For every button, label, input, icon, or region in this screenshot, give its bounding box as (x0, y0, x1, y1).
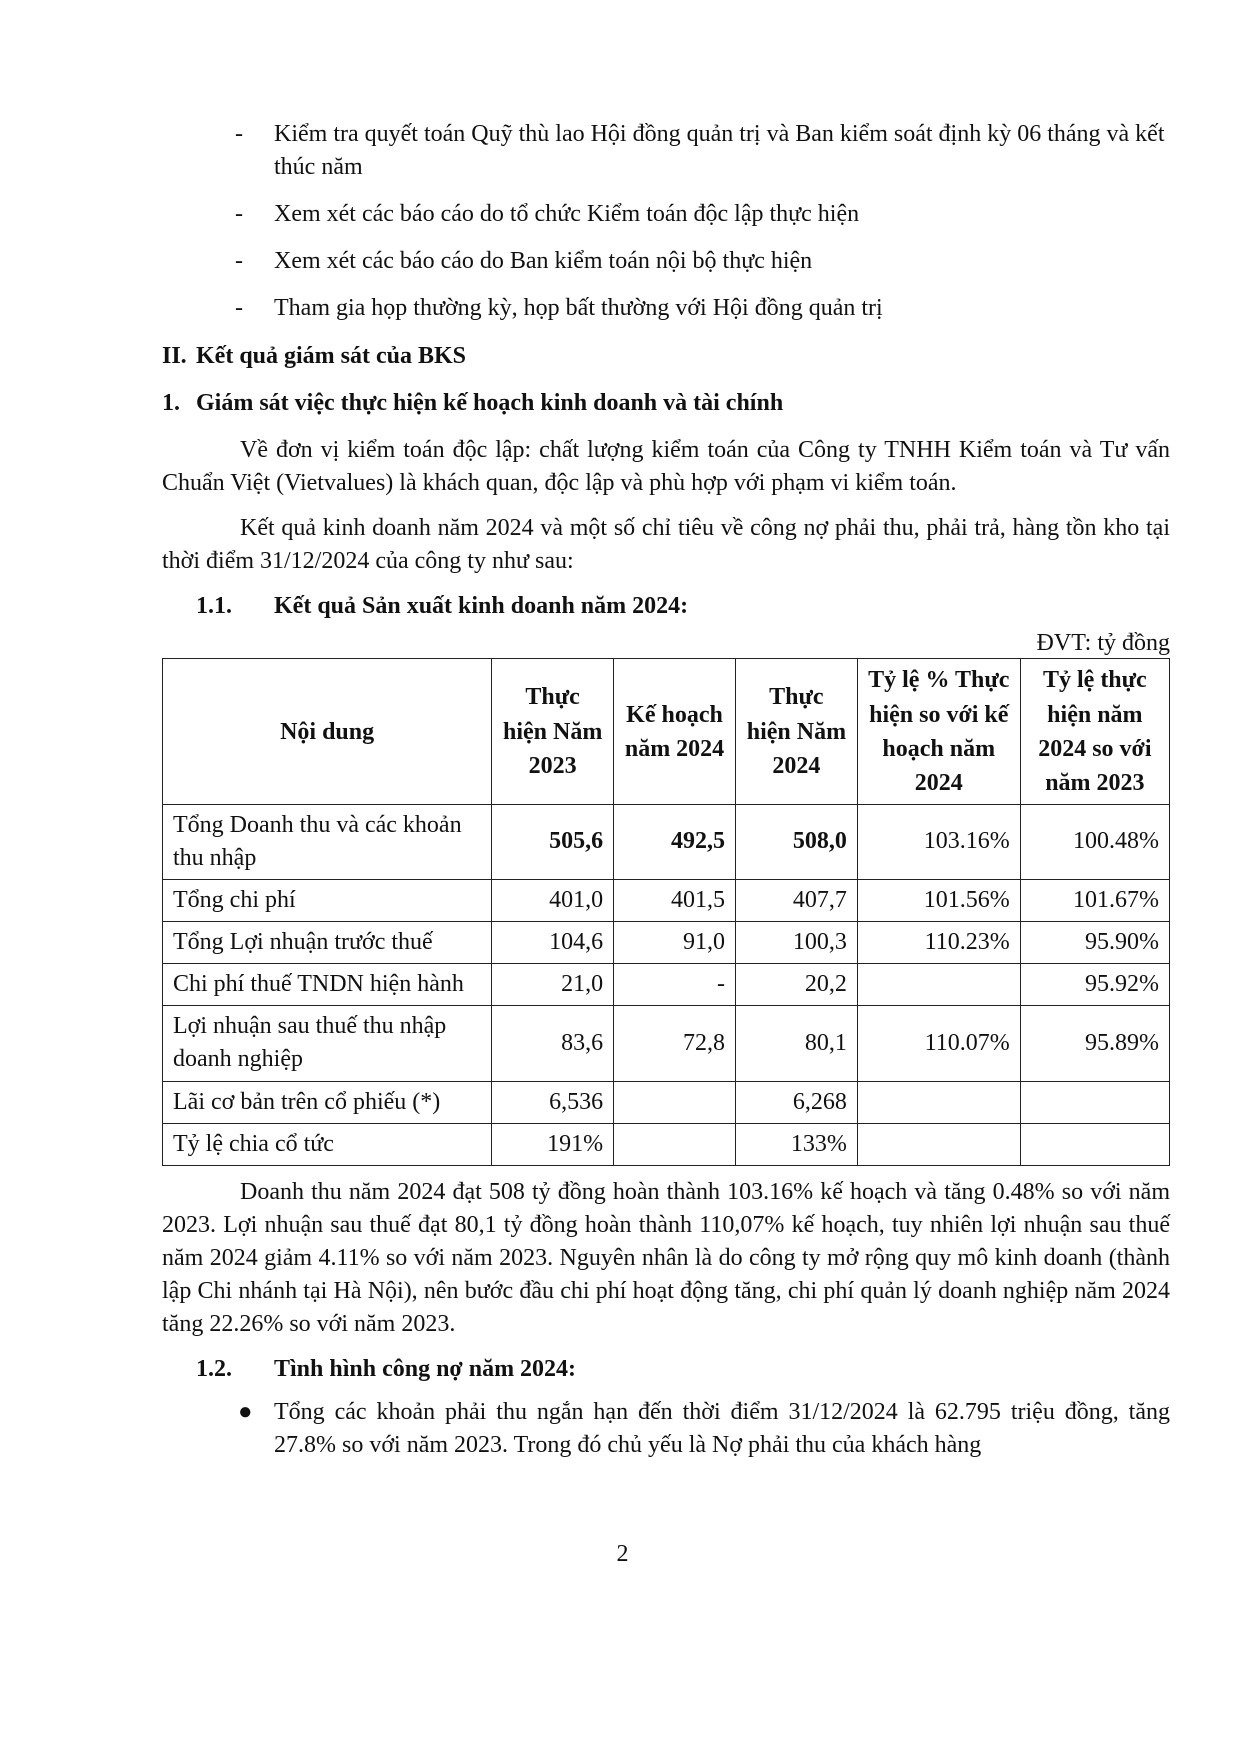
section-number: II. (162, 342, 187, 369)
section-title: Kết quả giám sát của BKS (196, 342, 467, 369)
table-cell (614, 1123, 736, 1165)
table-cell: 80,1 (735, 1006, 857, 1081)
table-cell: Tổng Lợi nhuận trước thuế (163, 922, 492, 964)
column-header: Tỷ lệ thực hiện năm 2024 so với năm 2023 (1020, 659, 1169, 804)
dash-marker: - (235, 201, 243, 228)
bullet-text: Tổng các khoản phải thu ngắn hạn đến thời điểm 31/12/2024 là 62.795 triệu đồng, tăng 27.8% so với năm 2023. Trong đó chủ yếu là Nợ phải thu của khách hàng (274, 1399, 1170, 1459)
column-header: Kế hoạch năm 2024 (614, 659, 736, 804)
table-row (163, 922, 1170, 964)
subsection-number: 1.1. (196, 593, 232, 620)
document-page (162, 118, 1170, 1463)
subsection-number: 1.2. (196, 1356, 232, 1383)
list-item-text: Tham gia họp thường kỳ, họp bất thường với Hội đồng quản trị (274, 295, 883, 322)
column-header: Tỷ lệ % Thực hiện so với kế hoạch năm 2024 (857, 659, 1020, 804)
table-cell: - (614, 964, 736, 1006)
table-cell: 83,6 (492, 1006, 614, 1081)
list-item (162, 245, 1170, 278)
table-cell: Tổng Doanh thu và các khoản thu nhập (163, 804, 492, 879)
table-row (163, 1081, 1170, 1123)
audit-paragraph: Về đơn vị kiểm toán độc lập: chất lượng kiểm toán của Công ty TNHH Kiểm toán và Tư vấn Chuẩn Việt (Vietvalues) là khách quan, độc lập và phù hợp với phạm vi kiểm toán. (162, 436, 1170, 496)
list-item-text: Kiểm tra quyết toán Quỹ thù lao Hội đồng quản trị và Ban kiểm soát định kỳ 06 tháng và kết thúc năm (274, 121, 1165, 181)
column-header: Thực hiện Năm 2024 (735, 659, 857, 804)
list-item (162, 198, 1170, 231)
list-item-text: Xem xét các báo cáo do tổ chức Kiểm toán độc lập thực hiện (274, 201, 860, 228)
table-cell: 508,0 (735, 804, 857, 879)
table-cell: 492,5 (614, 804, 736, 879)
table-cell: 6,536 (492, 1081, 614, 1123)
results-table (162, 658, 1170, 1165)
section-heading (162, 340, 1170, 373)
table-cell: 91,0 (614, 922, 736, 964)
table-row (163, 1006, 1170, 1081)
table-cell (857, 964, 1020, 1006)
table-row (163, 804, 1170, 879)
table-cell (1020, 1123, 1169, 1165)
table-cell: Chi phí thuế TNDN hiện hành (163, 964, 492, 1006)
column-header: Thực hiện Năm 2023 (492, 659, 614, 804)
table-header-row (163, 659, 1170, 804)
table-cell: 110.23% (857, 922, 1020, 964)
table-cell (614, 1081, 736, 1123)
dash-marker: - (235, 295, 243, 322)
table-cell: 401,0 (492, 879, 614, 921)
dash-marker: - (235, 248, 243, 275)
table-row (163, 964, 1170, 1006)
table-cell: Lãi cơ bản trên cổ phiếu (*) (163, 1081, 492, 1123)
table-cell (1020, 1081, 1169, 1123)
table-row (163, 1123, 1170, 1165)
bullet-item (162, 1396, 1170, 1462)
subsection-heading (162, 1353, 1170, 1386)
table-cell: Lợi nhuận sau thuế thu nhập doanh nghiệp (163, 1006, 492, 1081)
table-cell: 95.92% (1020, 964, 1169, 1006)
table-cell (857, 1123, 1020, 1165)
result-paragraph: Doanh thu năm 2024 đạt 508 tỷ đồng hoàn thành 103.16% kế hoạch và tăng 0.48% so với năm 2023. Lợi nhuận sau thuế đạt 80,1 tỷ đồng hoàn thành 110,07% kế hoạch, tuy nhiên lợi nhuận sau thuế năm 2024 giảm 4.11% so với năm 2023. Nguyên nhân là do công ty mở rộng quy mô kinh doanh (thành lập Chi nhánh tại Hà Nội), nên bước đầu chi phí hoạt động tăng, chi phí quản lý doanh nghiệp năm 2024 tăng 22.26% so với năm 2023. (162, 1178, 1170, 1338)
table-cell: 100,3 (735, 922, 857, 964)
subsection-title: Kết quả Sản xuất kinh doanh năm 2024: (274, 593, 689, 620)
table-cell: 72,8 (614, 1006, 736, 1081)
subsection-number: 1. (162, 389, 180, 416)
table-cell (857, 1081, 1020, 1123)
list-item-text: Xem xét các báo cáo do Ban kiểm toán nội bộ thực hiện (274, 248, 813, 275)
table-cell: 191% (492, 1123, 614, 1165)
list-item (162, 118, 1170, 184)
table-cell: 104,6 (492, 922, 614, 964)
table-cell: 110.07% (857, 1006, 1020, 1081)
unit-label: ĐVT: tỷ đồng (1036, 630, 1170, 657)
page-number: 2 (616, 1541, 629, 1567)
subsection-title: Giám sát việc thực hiện kế hoạch kinh doanh và tài chính (196, 389, 784, 416)
table-cell: 505,6 (492, 804, 614, 879)
table-cell: 95.89% (1020, 1006, 1169, 1081)
table-cell: 133% (735, 1123, 857, 1165)
list-item (162, 292, 1170, 325)
table-cell: 101.56% (857, 879, 1020, 921)
dash-marker: - (235, 121, 243, 147)
subsection-title: Tình hình công nợ năm 2024: (274, 1356, 577, 1383)
table-cell: 21,0 (492, 964, 614, 1006)
table-cell: 407,7 (735, 879, 857, 921)
table-cell: 401,5 (614, 879, 736, 921)
table-cell: Tổng chi phí (163, 879, 492, 921)
subsection-heading (162, 590, 1170, 623)
column-header: Nội dung (163, 659, 492, 804)
table-cell: Tỷ lệ chia cổ tức (163, 1123, 492, 1165)
table-cell: 101.67% (1020, 879, 1169, 921)
table-cell: 103.16% (857, 804, 1020, 879)
table-cell: 100.48% (1020, 804, 1169, 879)
intro-paragraph: Kết quả kinh doanh năm 2024 và một số chỉ tiêu về công nợ phải thu, phải trả, hàng tồn kho tại thời điểm 31/12/2024 của công ty như sau: (162, 514, 1170, 575)
table-cell: 6,268 (735, 1081, 857, 1123)
table-row (163, 879, 1170, 921)
table-cell: 95.90% (1020, 922, 1169, 964)
subsection-heading (162, 387, 1170, 420)
bullet-icon: ● (238, 1399, 253, 1426)
table-cell: 20,2 (735, 964, 857, 1006)
